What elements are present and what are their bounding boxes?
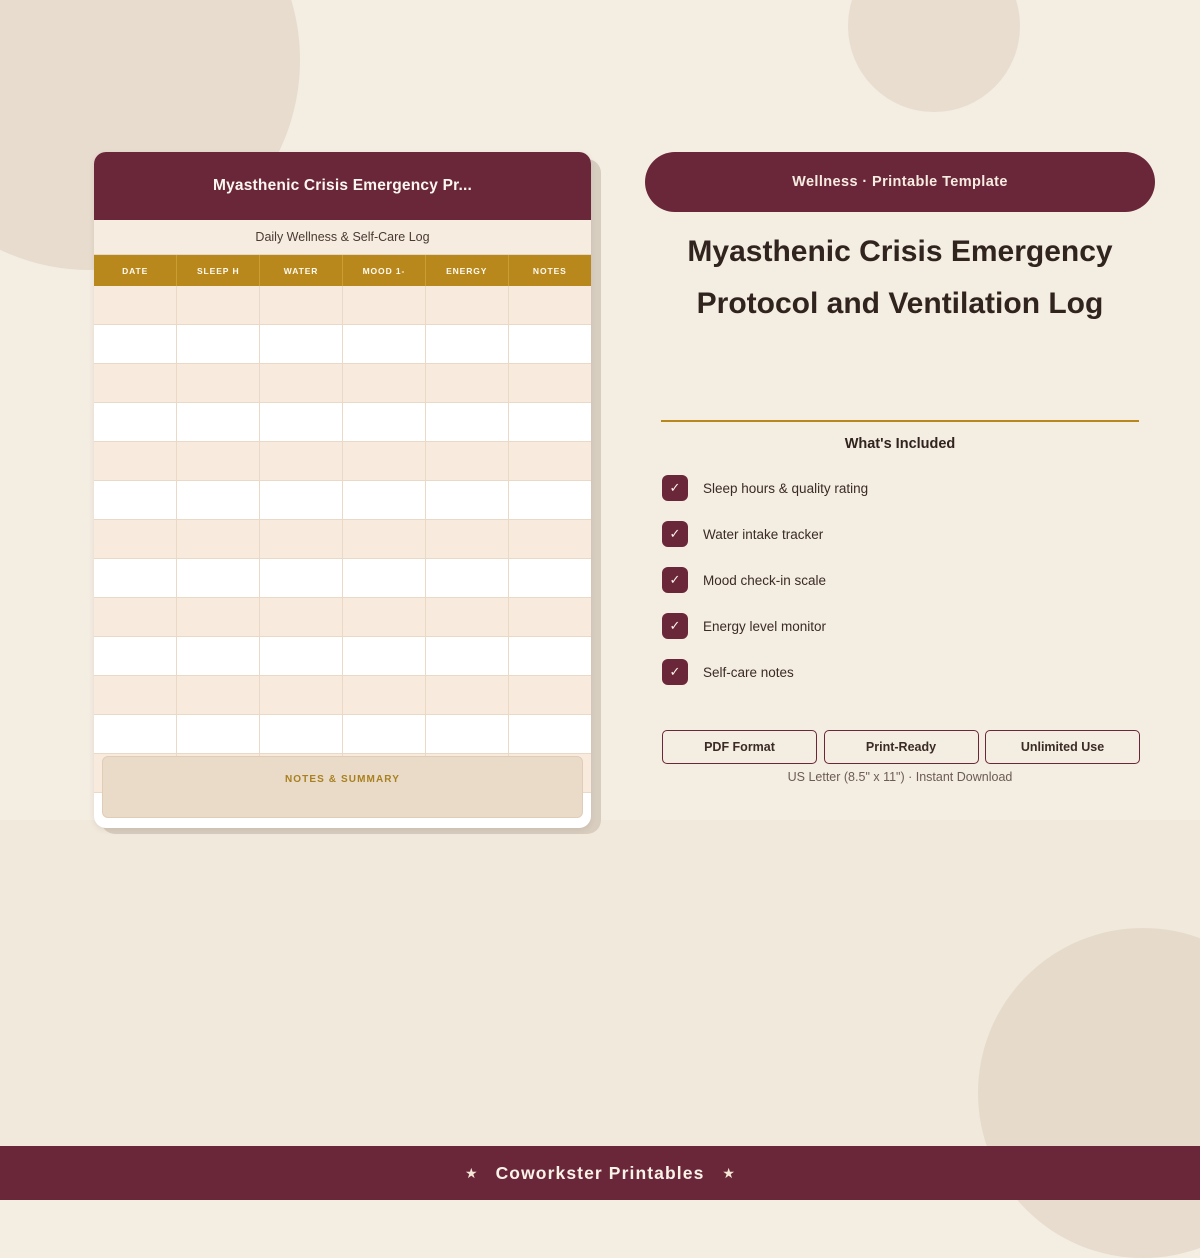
footer-bar xyxy=(0,1146,1200,1200)
table-cell[interactable] xyxy=(177,637,260,676)
table-cell[interactable] xyxy=(508,559,591,598)
table-cell[interactable] xyxy=(342,559,425,598)
page-title: Myasthenic Crisis Emergency Protocol and Ventilation Log xyxy=(687,235,1113,320)
table-cell[interactable] xyxy=(425,442,508,481)
table-cell[interactable] xyxy=(342,403,425,442)
table-cell[interactable] xyxy=(508,520,591,559)
table-cell[interactable] xyxy=(508,403,591,442)
feature-label: Sleep hours & quality rating xyxy=(703,480,869,496)
check-icon: ✓ xyxy=(662,567,688,593)
table-cell[interactable] xyxy=(425,325,508,364)
table-cell[interactable] xyxy=(425,481,508,520)
table-cell[interactable] xyxy=(177,598,260,637)
table-cell[interactable] xyxy=(260,520,343,559)
table-cell[interactable] xyxy=(425,598,508,637)
feature-label: Self-care notes xyxy=(703,664,794,680)
check-icon: ✓ xyxy=(662,659,688,685)
table-row[interactable] xyxy=(94,286,591,325)
feature-item xyxy=(662,520,1142,548)
table-cell[interactable] xyxy=(342,442,425,481)
check-icon: ✓ xyxy=(662,475,688,501)
table-cell[interactable] xyxy=(425,559,508,598)
table-cell[interactable] xyxy=(342,676,425,715)
table-row[interactable] xyxy=(94,520,591,559)
check-icon: ✓ xyxy=(662,521,688,547)
table-cell[interactable] xyxy=(260,715,343,754)
feature-item xyxy=(662,658,1142,686)
table-cell[interactable] xyxy=(260,325,343,364)
table-cell[interactable] xyxy=(177,364,260,403)
table-cell[interactable] xyxy=(94,481,177,520)
star-icon-right: ★ xyxy=(722,1164,735,1181)
feature-item xyxy=(662,612,1142,640)
table-cell[interactable] xyxy=(260,364,343,403)
table-row[interactable] xyxy=(94,403,591,442)
table-cell[interactable] xyxy=(425,403,508,442)
table-cell[interactable] xyxy=(425,286,508,325)
notes-summary-box[interactable] xyxy=(102,756,583,818)
table-cell[interactable] xyxy=(425,715,508,754)
table-cell[interactable] xyxy=(260,559,343,598)
notes-summary-label: NOTES & SUMMARY xyxy=(284,774,401,785)
feature-item xyxy=(662,566,1142,594)
table-row[interactable] xyxy=(94,637,591,676)
feature-list xyxy=(662,474,1142,704)
table-cell[interactable] xyxy=(94,715,177,754)
table-row[interactable] xyxy=(94,325,591,364)
preview-subtitle: Daily Wellness & Self-Care Log xyxy=(94,220,591,255)
table-row[interactable] xyxy=(94,442,591,481)
table-cell[interactable] xyxy=(508,325,591,364)
table-row[interactable] xyxy=(94,676,591,715)
table-cell[interactable] xyxy=(177,325,260,364)
divider xyxy=(661,420,1139,422)
table-row[interactable] xyxy=(94,598,591,637)
table-cell[interactable] xyxy=(177,403,260,442)
table-cell[interactable] xyxy=(260,676,343,715)
column-header-energy: ENERGY xyxy=(425,255,508,286)
decorative-circle-top-right xyxy=(848,0,1020,112)
star-icon-left: ★ xyxy=(465,1164,478,1181)
log-table xyxy=(94,255,591,793)
column-header-mood: MOOD 1- xyxy=(342,255,425,286)
table-cell[interactable] xyxy=(508,442,591,481)
table-cell[interactable] xyxy=(177,715,260,754)
table-row[interactable] xyxy=(94,481,591,520)
column-header-date: DATE xyxy=(94,255,177,286)
feature-label: Energy level monitor xyxy=(703,618,827,634)
table-row[interactable] xyxy=(94,715,591,754)
table-cell[interactable] xyxy=(94,637,177,676)
table-cell[interactable] xyxy=(508,364,591,403)
feature-label: Water intake tracker xyxy=(703,526,824,542)
table-cell[interactable] xyxy=(342,364,425,403)
category-pill xyxy=(645,152,1155,212)
table-cell[interactable] xyxy=(94,325,177,364)
badge-row xyxy=(662,730,1140,764)
table-cell[interactable] xyxy=(94,676,177,715)
table-cell[interactable] xyxy=(425,364,508,403)
table-header-row xyxy=(94,255,591,286)
table-cell[interactable] xyxy=(177,559,260,598)
table-cell[interactable] xyxy=(94,559,177,598)
table-cell[interactable] xyxy=(425,520,508,559)
table-cell[interactable] xyxy=(177,520,260,559)
table-cell[interactable] xyxy=(508,715,591,754)
feature-label: Mood check-in scale xyxy=(703,572,827,588)
table-cell[interactable] xyxy=(260,481,343,520)
table-cell[interactable] xyxy=(260,598,343,637)
whats-included-heading: What's Included xyxy=(844,436,956,452)
preview-title: Myasthenic Crisis Emergency Pr... xyxy=(212,177,473,194)
table-cell[interactable] xyxy=(260,442,343,481)
table-cell[interactable] xyxy=(508,286,591,325)
badge-1[interactable]: PDF Format xyxy=(662,730,817,764)
column-header-sleep: SLEEP H xyxy=(177,255,260,286)
printable-preview[interactable] xyxy=(94,152,591,828)
table-cell[interactable] xyxy=(342,325,425,364)
table-cell[interactable] xyxy=(508,637,591,676)
table-cell[interactable] xyxy=(508,481,591,520)
table-cell[interactable] xyxy=(260,637,343,676)
table-cell[interactable] xyxy=(342,598,425,637)
table-cell[interactable] xyxy=(342,715,425,754)
table-cell[interactable] xyxy=(94,364,177,403)
table-cell[interactable] xyxy=(342,481,425,520)
table-cell[interactable] xyxy=(342,520,425,559)
check-icon: ✓ xyxy=(662,613,688,639)
table-cell[interactable] xyxy=(342,637,425,676)
table-cell[interactable] xyxy=(508,676,591,715)
table-cell[interactable] xyxy=(94,403,177,442)
table-cell[interactable] xyxy=(177,481,260,520)
column-header-notes: NOTES xyxy=(508,255,591,286)
footer-brand-label: Coworkster Printables xyxy=(495,1162,705,1183)
table-row[interactable] xyxy=(94,364,591,403)
table-cell[interactable] xyxy=(94,598,177,637)
table-cell[interactable] xyxy=(177,442,260,481)
table-cell[interactable] xyxy=(508,598,591,637)
preview-header xyxy=(94,152,591,220)
table-cell[interactable] xyxy=(260,403,343,442)
badge-3[interactable]: Unlimited Use xyxy=(985,730,1140,764)
category-pill-label: Wellness · Printable Template xyxy=(792,174,1008,190)
table-cell[interactable] xyxy=(94,442,177,481)
format-meta: US Letter (8.5" x 11") · Instant Download xyxy=(787,770,1013,784)
table-cell[interactable] xyxy=(425,637,508,676)
table-row[interactable] xyxy=(94,559,591,598)
table-cell[interactable] xyxy=(94,520,177,559)
table-cell[interactable] xyxy=(260,286,343,325)
table-cell[interactable] xyxy=(342,286,425,325)
feature-item xyxy=(662,474,1142,502)
badge-2[interactable]: Print-Ready xyxy=(824,730,979,764)
table-cell[interactable] xyxy=(425,676,508,715)
table-body xyxy=(94,286,591,793)
column-header-water: WATER xyxy=(260,255,343,286)
table-cell[interactable] xyxy=(177,286,260,325)
table-cell[interactable] xyxy=(94,286,177,325)
table-cell[interactable] xyxy=(177,676,260,715)
